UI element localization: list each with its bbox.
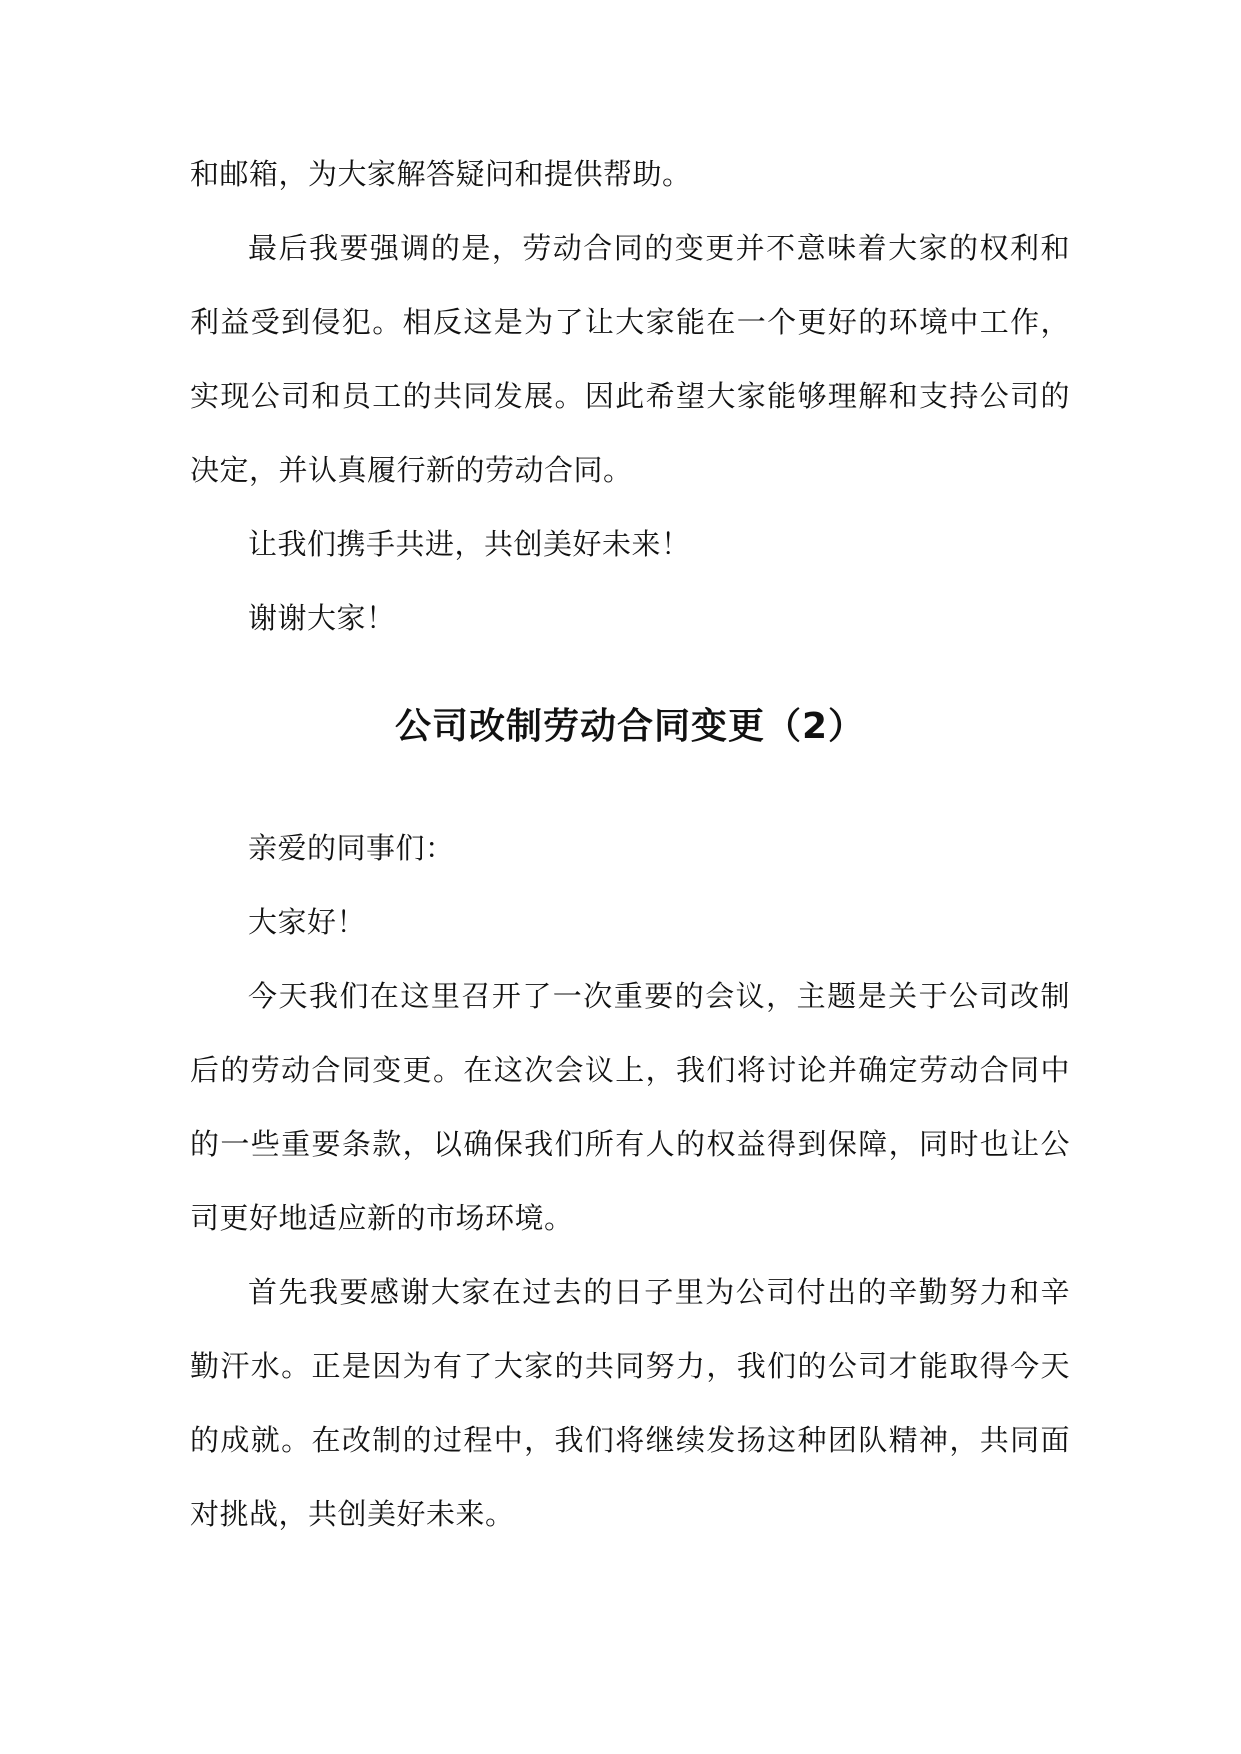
section-title: 公司改制劳动合同变更（2） [394,706,866,747]
hello-line: 大家好！ [248,905,367,939]
greeting: 亲爱的同事们： [248,831,455,865]
document-body [190,137,1070,1551]
paragraph-emphasis: 最后我要强调的是，劳动合同的变更并不意味着大家的权利和利益受到侵犯。相反这是为了让大家能在一个更好的环境中工作，实现公司和员工的共同发展。因此希望大家能够理解和支持公司的决定，并认真履行新的劳动合同。 [190,231,1070,487]
paragraph-thanks: 谢谢大家！ [248,601,396,635]
paragraph-gratitude: 首先我要感谢大家在过去的日子里为公司付出的辛勤努力和辛勤汗水。正是因为有了大家的共同努力，我们的公司才能取得今天的成就。在改制的过程中，我们将继续发扬这种团队精神，共同面对挑战，共创美好未来。 [190,1275,1070,1531]
paragraph-meeting-intro: 今天我们在这里召开了一次重要的会议，主题是关于公司改制后的劳动合同变更。在这次会议上，我们将讨论并确定劳动合同中的一些重要条款，以确保我们所有人的权益得到保障，同时也让公司更好地适应新的市场环境。 [190,979,1070,1235]
paragraph-continuation: 和邮箱，为大家解答疑问和提供帮助。 [190,157,692,191]
paragraph-closing-call: 让我们携手共进，共创美好未来！ [248,527,691,561]
